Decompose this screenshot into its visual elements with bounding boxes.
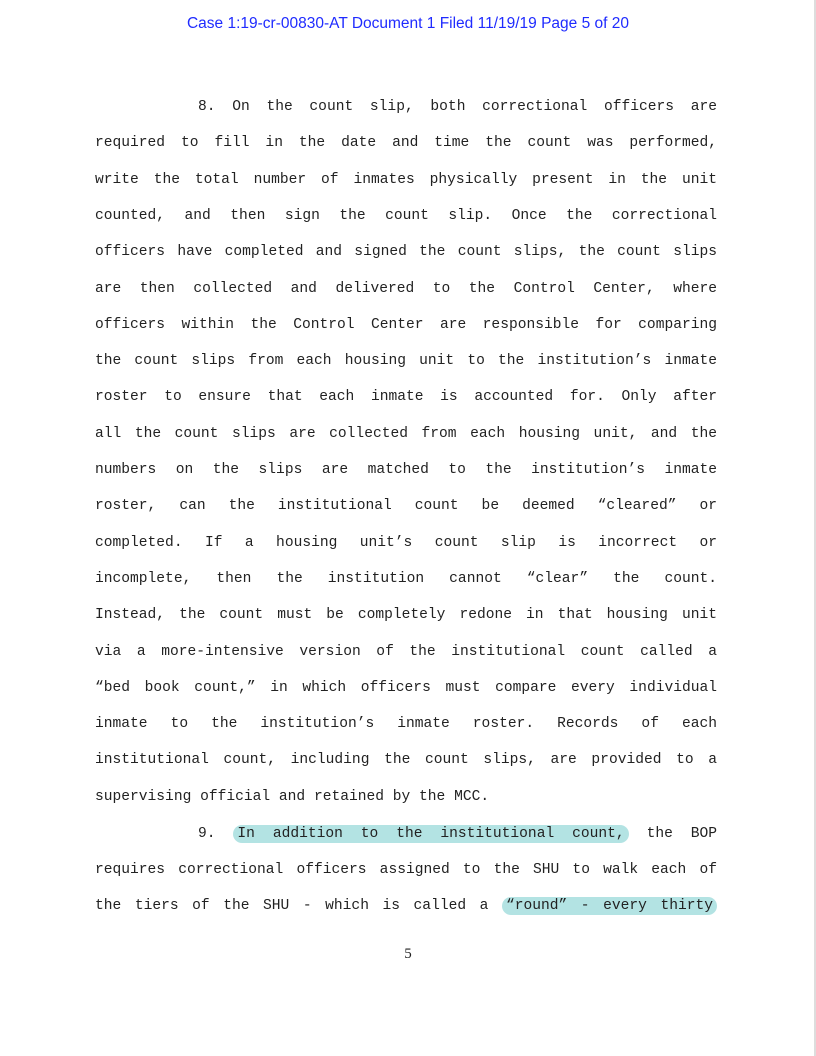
paragraph-9-line-3 — [95, 897, 717, 915]
paragraph-8-line: roster, can the institutional count be deemed “cleared” or — [95, 498, 717, 515]
text: the tiers of the SHU - which is called a — [95, 898, 489, 914]
paragraph-8-line: via a more-intensive version of the institutional count called a — [95, 643, 717, 660]
highlighted-text: In addition to the institutional count, — [233, 825, 628, 843]
paragraph-8-line: are then collected and delivered to the Control Center, where — [95, 280, 717, 297]
paragraph-8-line: completed. If a housing unit’s count slip is incorrect or — [95, 534, 717, 551]
paragraph-9-line-1 — [198, 825, 717, 843]
paragraph-8-line: counted, and then sign the count slip. Once the correctional — [95, 207, 717, 224]
paragraph-number: 9. — [198, 826, 216, 842]
paragraph-8-line: numbers on the slips are matched to the institution’s inmate — [95, 462, 717, 478]
paragraph-8-line: officers have completed and signed the count slips, the count slips — [95, 244, 717, 261]
paragraph-8-line: institutional count, including the count slips, are provided to a — [95, 752, 717, 769]
paragraph-8-line: officers within the Control Center are responsible for comparing — [95, 316, 717, 333]
paragraph-8-line: incomplete, then the institution cannot “clear” the count. — [95, 570, 717, 587]
page-number: 5 — [404, 946, 412, 962]
paragraph-8-line: supervising official and retained by the MCC. — [95, 788, 490, 805]
case-header: Case 1:19-cr-00830-AT Document 1 Filed 11/19/19 Page 5 of 20 — [186, 15, 629, 32]
paragraph-8-line: write the total number of inmates physically present in the unit — [95, 171, 717, 188]
paragraph-8-line: roster to ensure that each inmate is accounted for. Only after — [95, 389, 717, 406]
paragraph-8-line: 8. On the count slip, both correctional officers are — [198, 99, 717, 115]
paragraph-8-line: inmate to the institution’s inmate roster. Records of each — [95, 716, 717, 733]
text: the BOP — [646, 826, 718, 842]
paragraph-8-line: “bed book count,” in which officers must compare every individual — [95, 679, 717, 696]
paragraph-8-line: required to fill in the date and time the count was performed, — [95, 135, 717, 152]
highlighted-text: “round” - every thirty — [502, 897, 717, 915]
paragraph-8-line: Instead, the count must be completely redone in that housing unit — [95, 607, 717, 624]
paragraph-8-line: the count slips from each housing unit to the institution’s inmate — [95, 353, 717, 370]
paragraph-8-line: all the count slips are collected from each housing unit, and the — [95, 425, 717, 442]
paragraph-9-line-2: requires correctional officers assigned to the SHU to walk each of — [95, 862, 717, 878]
